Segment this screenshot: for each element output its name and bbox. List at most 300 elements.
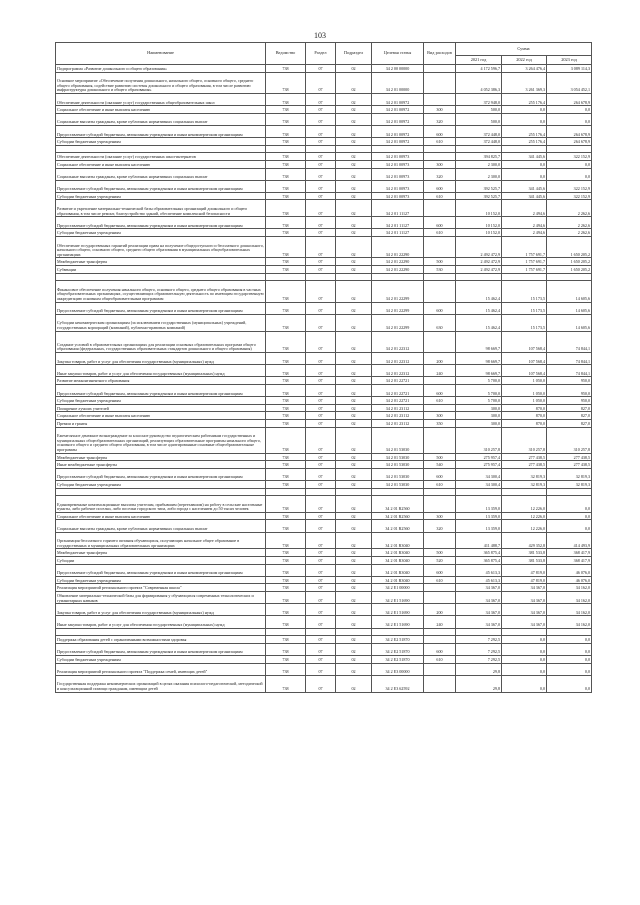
- row-department: 738: [266, 419, 306, 427]
- row-name: Предоставление субсидий бюджетным, автономным учреждениям и иным некоммерческим организациям: [56, 564, 266, 576]
- row-department: 738: [266, 564, 306, 576]
- table-row: [56, 72, 592, 93]
- row-sum-2022: 34 367,0: [502, 604, 547, 616]
- row-name: Субсидии бюджетным учреждениям: [56, 138, 266, 146]
- row-expense-type: [424, 331, 456, 352]
- row-name: Обновление материально-технической базы для формирования у обучающихся современных технологических и гуманитарных навыков: [56, 592, 266, 604]
- table-row: [56, 180, 592, 192]
- row-department: 738: [266, 237, 306, 258]
- row-department: 738: [266, 153, 306, 161]
- row-expense-type: 600: [424, 217, 456, 229]
- row-subsection: 02: [336, 302, 372, 314]
- row-department: 738: [266, 461, 306, 469]
- row-target: 34 2 01 53030: [372, 453, 424, 461]
- row-expense-type: [424, 496, 456, 513]
- row-target: 34 2 01 00973: [372, 168, 424, 180]
- row-name: Субсидии бюджетным учреждениям: [56, 229, 266, 237]
- row-department: 738: [266, 168, 306, 180]
- table-row: [56, 145, 592, 153]
- row-section: 07: [306, 258, 336, 266]
- row-expense-type: 500: [424, 453, 456, 461]
- table-row: [56, 412, 592, 420]
- row-target: 34 2 01 R2560: [372, 512, 424, 520]
- row-department: [266, 145, 306, 153]
- table-header-row: [56, 43, 592, 56]
- row-target: [372, 628, 424, 636]
- row-subsection: 02: [336, 377, 372, 385]
- row-sum-2021: [456, 488, 502, 496]
- table-row: [56, 496, 592, 513]
- table-row: [56, 616, 592, 628]
- row-department: 738: [266, 592, 306, 604]
- row-department: 738: [266, 331, 306, 352]
- row-target: 34 2 01 22290: [372, 266, 424, 274]
- table-row: [56, 468, 592, 480]
- row-subsection: 02: [336, 331, 372, 352]
- row-expense-type: [424, 237, 456, 258]
- row-subsection: 02: [336, 160, 372, 168]
- row-sum-2021: [456, 273, 502, 281]
- row-expense-type: 320: [424, 113, 456, 125]
- row-sum-2023: 14 605,6: [547, 302, 592, 314]
- row-sum-2022: 341 445,6: [502, 192, 547, 200]
- row-sum-2023: 34 162,0: [547, 584, 592, 592]
- row-sum-2022: 1 050,0: [502, 377, 547, 385]
- row-sum-2021: 15 462,4: [456, 302, 502, 314]
- row-expense-type: 500: [424, 258, 456, 266]
- row-name: Социальное обеспечение и иные выплаты населению: [56, 160, 266, 168]
- row-expense-type: [424, 628, 456, 636]
- row-department: 738: [266, 113, 306, 125]
- row-sum-2021: 5 700,0: [456, 377, 502, 385]
- row-expense-type: 600: [424, 564, 456, 576]
- row-name: Иные закупки товаров, работ и услуг для обеспечения государственных (муниципальных) нужд: [56, 616, 266, 628]
- row-sum-2021: 4 052 386,3: [456, 72, 502, 93]
- row-sum-2022: 15 173,5: [502, 281, 547, 302]
- row-sum-2023: 74 844,1: [547, 353, 592, 365]
- row-sum-2023: 0,0: [547, 168, 592, 180]
- row-sum-2023: 1 650 205,2: [547, 237, 592, 258]
- row-expense-type: [424, 273, 456, 281]
- table-row: [56, 377, 592, 385]
- row-subsection: 02: [336, 453, 372, 461]
- row-sum-2021: 2 492 472,9: [456, 237, 502, 258]
- row-expense-type: [424, 200, 456, 217]
- row-sum-2022: 0,0: [502, 106, 547, 114]
- row-subsection: 02: [336, 532, 372, 549]
- row-sum-2022: 47 819,0: [502, 576, 547, 584]
- row-name: Предоставление субсидий бюджетным, автономным учреждениям и иным некоммерческим организациям: [56, 302, 266, 314]
- row-department: 738: [266, 258, 306, 266]
- row-expense-type: [424, 93, 456, 105]
- row-expense-type: 200: [424, 604, 456, 616]
- row-section: 07: [306, 113, 336, 125]
- row-sum-2023: 322 152,9: [547, 153, 592, 161]
- row-sum-2021: 13 359,0: [456, 520, 502, 532]
- row-sum-2023: 368 417,9: [547, 549, 592, 557]
- table-row: [56, 636, 592, 644]
- row-section: 07: [306, 412, 336, 420]
- row-section: 07: [306, 557, 336, 565]
- row-sum-2022: 0,0: [502, 655, 547, 663]
- row-expense-type: 610: [424, 576, 456, 584]
- table-row: [56, 512, 592, 520]
- row-name: Единовременные компенсационные выплаты учителям, прибывшим (переехавшим) на работу в сельские населенные пункты, либо рабочие поселки, либо поселки городского типа, либо города с населением до 50 тысяч человек: [56, 496, 266, 513]
- row-subsection: 02: [336, 512, 372, 520]
- row-sum-2023: 0,0: [547, 663, 592, 675]
- row-expense-type: 600: [424, 643, 456, 655]
- row-section: 07: [306, 584, 336, 592]
- row-target: 34 2 01 23112: [372, 404, 424, 412]
- row-sum-2022: 34 367,0: [502, 592, 547, 604]
- row-subsection: [336, 488, 372, 496]
- row-name: Субсидии бюджетным учреждениям: [56, 397, 266, 405]
- row-sum-2021: 98 669,7: [456, 353, 502, 365]
- row-sum-2023: 827,0: [547, 419, 592, 427]
- row-subsection: 02: [336, 496, 372, 513]
- row-sum-2021: 500,0: [456, 106, 502, 114]
- row-section: 07: [306, 353, 336, 365]
- row-target: 34 2 01 22312: [372, 353, 424, 365]
- row-section: 07: [306, 266, 336, 274]
- row-section: 07: [306, 314, 336, 331]
- table-row: [56, 655, 592, 663]
- row-sum-2023: 0,0: [547, 496, 592, 513]
- row-sum-2021: 34 367,0: [456, 584, 502, 592]
- row-department: 738: [266, 496, 306, 513]
- row-sum-2023: 2 262,6: [547, 200, 592, 217]
- row-subsection: 02: [336, 557, 372, 565]
- row-sum-2023: 414 493,9: [547, 532, 592, 549]
- row-sum-2022: 341 445,6: [502, 153, 547, 161]
- row-sum-2023: 74 844,1: [547, 365, 592, 377]
- row-name: Поддержка образования детей с ограниченными возможностями здоровья: [56, 636, 266, 644]
- row-name: Социальное обеспечение и иные выплаты населению: [56, 412, 266, 420]
- table-row: [56, 384, 592, 396]
- row-subsection: [336, 273, 372, 281]
- row-section: 07: [306, 468, 336, 480]
- row-sum-2021: [456, 628, 502, 636]
- row-name: Субсидии бюджетным учреждениям: [56, 480, 266, 488]
- row-subsection: 02: [336, 125, 372, 137]
- row-sum-2023: 277 438,5: [547, 453, 592, 461]
- row-name: Межбюджетные трансферты: [56, 453, 266, 461]
- row-target: 34 2 01 53030: [372, 480, 424, 488]
- row-subsection: 02: [336, 663, 372, 675]
- table-row: [56, 331, 592, 352]
- row-sum-2022: 1 050,0: [502, 397, 547, 405]
- row-expense-type: 600: [424, 302, 456, 314]
- row-expense-type: 200: [424, 353, 456, 365]
- row-section: 07: [306, 153, 336, 161]
- table-row: [56, 302, 592, 314]
- table-row: [56, 488, 592, 496]
- row-sum-2021: 300,0: [456, 404, 502, 412]
- row-sum-2022: 277 438,5: [502, 461, 547, 469]
- row-sum-2022: 3 261 369,3: [502, 72, 547, 93]
- row-subsection: 02: [336, 106, 372, 114]
- row-sum-2021: 45 613,3: [456, 564, 502, 576]
- row-sum-2023: 0,0: [547, 113, 592, 125]
- row-sum-2021: 2 300,0: [456, 168, 502, 180]
- table-row: [56, 427, 592, 453]
- row-sum-2023: 322 152,9: [547, 180, 592, 192]
- row-target: 34 2 E2 51870: [372, 655, 424, 663]
- header-year-2023: 2023 год: [547, 56, 592, 65]
- row-subsection: 02: [336, 636, 372, 644]
- row-name: [56, 145, 266, 153]
- row-name: Реализация мероприятий регионального проекта "Поддержка семей, имеющих детей": [56, 663, 266, 675]
- row-name: Финансовое обеспечение получения начального общего, основного общего, среднего общего образования в частных общеобразовательных организациях, осуществляющих образовательную деятельность по имеющим государственную аккредитацию основным общеобразовательным программам: [56, 281, 266, 302]
- row-expense-type: 540: [424, 461, 456, 469]
- row-sum-2022: 34 367,0: [502, 584, 547, 592]
- row-sum-2023: 264 678,9: [547, 125, 592, 137]
- row-name: Социальное обеспечение и иные выплаты населению: [56, 512, 266, 520]
- row-sum-2023: 0,0: [547, 643, 592, 655]
- row-sum-2022: 1 050,0: [502, 384, 547, 396]
- row-department: 738: [266, 643, 306, 655]
- row-department: [266, 488, 306, 496]
- row-name: Социальное обеспечение и иные выплаты населению: [56, 106, 266, 114]
- row-section: 07: [306, 217, 336, 229]
- row-sum-2022: 107 568,4: [502, 353, 547, 365]
- row-name: Основное мероприятие «Обеспечение получения дошкольного, начального общего, основного общего, среднего общего образования, содействие развитию системы дошкольного и общего образования, в том числе развитию инфраструктуры дошкольного и общего образования»: [56, 72, 266, 93]
- row-subsection: 02: [336, 200, 372, 217]
- row-sum-2023: [547, 273, 592, 281]
- header-year-2022: 2022 год: [502, 56, 547, 65]
- row-expense-type: 610: [424, 229, 456, 237]
- row-department: 738: [266, 520, 306, 532]
- row-sum-2022: 0,0: [502, 636, 547, 644]
- row-subsection: 02: [336, 168, 372, 180]
- row-target: 34 2 E3 62592: [372, 675, 424, 692]
- row-sum-2022: 0,0: [502, 160, 547, 168]
- row-subsection: 02: [336, 520, 372, 532]
- row-name: Социальные выплаты гражданам, кроме публичных нормативных социальных выплат: [56, 113, 266, 125]
- row-target: 34 2 01 00972: [372, 125, 424, 137]
- row-target: [372, 273, 424, 281]
- row-target: 34 2 01 00000: [372, 72, 424, 93]
- row-sum-2022: 107 568,4: [502, 365, 547, 377]
- row-sum-2022: 255 176,4: [502, 138, 547, 146]
- row-name: [56, 488, 266, 496]
- row-section: 07: [306, 643, 336, 655]
- row-subsection: 02: [336, 461, 372, 469]
- row-sum-2022: 870,0: [502, 412, 547, 420]
- row-department: 738: [266, 377, 306, 385]
- row-subsection: 02: [336, 113, 372, 125]
- row-section: 07: [306, 480, 336, 488]
- row-name: Премии и гранты: [56, 419, 266, 427]
- row-sum-2022: 32 819,3: [502, 480, 547, 488]
- row-subsection: 02: [336, 592, 372, 604]
- row-department: 738: [266, 663, 306, 675]
- row-sum-2021: 275 957,4: [456, 461, 502, 469]
- row-expense-type: 600: [424, 384, 456, 396]
- row-sum-2023: 34 162,0: [547, 592, 592, 604]
- row-expense-type: [424, 427, 456, 453]
- table-row: [56, 480, 592, 488]
- row-department: 738: [266, 281, 306, 302]
- row-subsection: 02: [336, 412, 372, 420]
- row-target: 34 2 01 00973: [372, 180, 424, 192]
- row-name: [56, 273, 266, 281]
- row-section: [306, 273, 336, 281]
- row-section: 07: [306, 427, 336, 453]
- row-sum-2022: 32 819,3: [502, 468, 547, 480]
- row-sum-2021: 7 292,5: [456, 636, 502, 644]
- row-section: 07: [306, 93, 336, 105]
- row-subsection: 02: [336, 180, 372, 192]
- row-target: [372, 488, 424, 496]
- row-name: Предоставление субсидий бюджетным, автономным учреждениям и иным некоммерческим организациям: [56, 125, 266, 137]
- row-target: 34 2 01 11127: [372, 229, 424, 237]
- row-sum-2021: 7 292,5: [456, 655, 502, 663]
- row-sum-2022: 255 176,4: [502, 125, 547, 137]
- row-department: 738: [266, 636, 306, 644]
- table-row: [56, 564, 592, 576]
- row-expense-type: 600: [424, 180, 456, 192]
- row-sum-2022: [502, 273, 547, 281]
- row-section: 07: [306, 138, 336, 146]
- row-section: 07: [306, 302, 336, 314]
- header-section: Раздел: [306, 43, 336, 65]
- header-name: Наименование: [56, 43, 266, 65]
- row-sum-2023: 322 152,9: [547, 192, 592, 200]
- row-target: 34 2 01 53030: [372, 427, 424, 453]
- row-department: 738: [266, 584, 306, 592]
- row-expense-type: [424, 145, 456, 153]
- row-expense-type: 300: [424, 412, 456, 420]
- row-sum-2021: 411 488,7: [456, 532, 502, 549]
- row-expense-type: [424, 532, 456, 549]
- row-name: Социальные выплаты гражданам, кроме публичных нормативных социальных выплат: [56, 520, 266, 532]
- table-row: [56, 675, 592, 692]
- row-section: 07: [306, 655, 336, 663]
- row-target: 34 2 01 00973: [372, 192, 424, 200]
- table-row: [56, 229, 592, 237]
- row-target: 34 2 01 R3040: [372, 564, 424, 576]
- row-target: 34 2 01 22721: [372, 397, 424, 405]
- row-subsection: 02: [336, 65, 372, 73]
- row-target: 34 2 01 22312: [372, 365, 424, 377]
- row-target: 34 2 01 R3040: [372, 576, 424, 584]
- row-department: 738: [266, 468, 306, 480]
- row-subsection: 02: [336, 397, 372, 405]
- row-section: 07: [306, 576, 336, 584]
- row-target: 34 2 01 11127: [372, 200, 424, 217]
- row-subsection: 02: [336, 480, 372, 488]
- row-name: Реализация мероприятий регионального проекта "Современная школа": [56, 584, 266, 592]
- row-name: Организация бесплатного горячего питания обучающихся, получающих начальное общее образование в государственных и муниципальных образовательных организациях: [56, 532, 266, 549]
- row-sum-2023: 2 262,6: [547, 217, 592, 229]
- table-row: [56, 365, 592, 377]
- row-target: 34 2 01 00973: [372, 160, 424, 168]
- table-row: [56, 532, 592, 549]
- row-sum-2023: 0,0: [547, 520, 592, 532]
- row-subsection: 02: [336, 427, 372, 453]
- row-department: 738: [266, 675, 306, 692]
- row-department: 738: [266, 453, 306, 461]
- row-expense-type: [424, 636, 456, 644]
- header-department: Ведомство: [266, 43, 306, 65]
- row-subsection: 02: [336, 655, 372, 663]
- row-subsection: 02: [336, 192, 372, 200]
- row-department: 738: [266, 512, 306, 520]
- row-target: 34 2 E1 51690: [372, 592, 424, 604]
- row-subsection: 02: [336, 584, 372, 592]
- row-target: 34 2 00 00000: [372, 65, 424, 73]
- row-section: 07: [306, 675, 336, 692]
- row-target: 34 2 01 11127: [372, 217, 424, 229]
- row-sum-2023: 3 054 452,1: [547, 72, 592, 93]
- row-expense-type: 240: [424, 616, 456, 628]
- row-subsection: 02: [336, 266, 372, 274]
- row-sum-2022: 341 445,6: [502, 180, 547, 192]
- row-expense-type: [424, 153, 456, 161]
- row-sum-2022: 2 494,6: [502, 229, 547, 237]
- row-department: 738: [266, 655, 306, 663]
- row-section: [306, 145, 336, 153]
- row-department: 738: [266, 365, 306, 377]
- row-sum-2022: 255 176,4: [502, 93, 547, 105]
- row-sum-2022: [502, 628, 547, 636]
- row-expense-type: 350: [424, 419, 456, 427]
- row-sum-2022: [502, 488, 547, 496]
- row-target: [372, 145, 424, 153]
- row-section: 07: [306, 180, 336, 192]
- row-sum-2023: 264 678,9: [547, 93, 592, 105]
- row-sum-2021: 13 359,0: [456, 512, 502, 520]
- row-expense-type: 300: [424, 106, 456, 114]
- table-row: [56, 125, 592, 137]
- row-sum-2021: 34 367,0: [456, 604, 502, 616]
- row-section: 07: [306, 237, 336, 258]
- row-department: 738: [266, 427, 306, 453]
- row-name: Субсидии бюджетным учреждениям: [56, 576, 266, 584]
- row-subsection: 02: [336, 237, 372, 258]
- row-name: Развитие межконтинентного образования: [56, 377, 266, 385]
- row-target: 34 2 01 R3040: [372, 557, 424, 565]
- row-sum-2022: [502, 145, 547, 153]
- row-sum-2021: 98 669,7: [456, 365, 502, 377]
- header-year-2021: 2021 год: [456, 56, 502, 65]
- table-row: [56, 314, 592, 331]
- row-sum-2022: 3 264 476,4: [502, 65, 547, 73]
- row-sum-2021: 13 359,0: [456, 496, 502, 513]
- row-sum-2022: 12 226,0: [502, 520, 547, 532]
- row-subsection: 02: [336, 549, 372, 557]
- row-sum-2022: 34 367,0: [502, 616, 547, 628]
- row-name: Субсидии: [56, 557, 266, 565]
- row-department: 738: [266, 217, 306, 229]
- row-sum-2021: 310 257,8: [456, 427, 502, 453]
- row-expense-type: 630: [424, 314, 456, 331]
- row-name: [56, 628, 266, 636]
- row-expense-type: [424, 663, 456, 675]
- row-subsection: 02: [336, 314, 372, 331]
- row-name: Предоставление субсидий бюджетным, автономным учреждениям и иным некоммерческим организациям: [56, 643, 266, 655]
- row-expense-type: 600: [424, 468, 456, 480]
- row-section: 07: [306, 453, 336, 461]
- row-subsection: 02: [336, 419, 372, 427]
- row-sum-2022: 381 533,8: [502, 557, 547, 565]
- row-sum-2022: 870,0: [502, 419, 547, 427]
- row-sum-2021: 34 367,0: [456, 616, 502, 628]
- row-sum-2023: 34 162,0: [547, 616, 592, 628]
- row-sum-2022: 15 173,5: [502, 302, 547, 314]
- table-row: [56, 113, 592, 125]
